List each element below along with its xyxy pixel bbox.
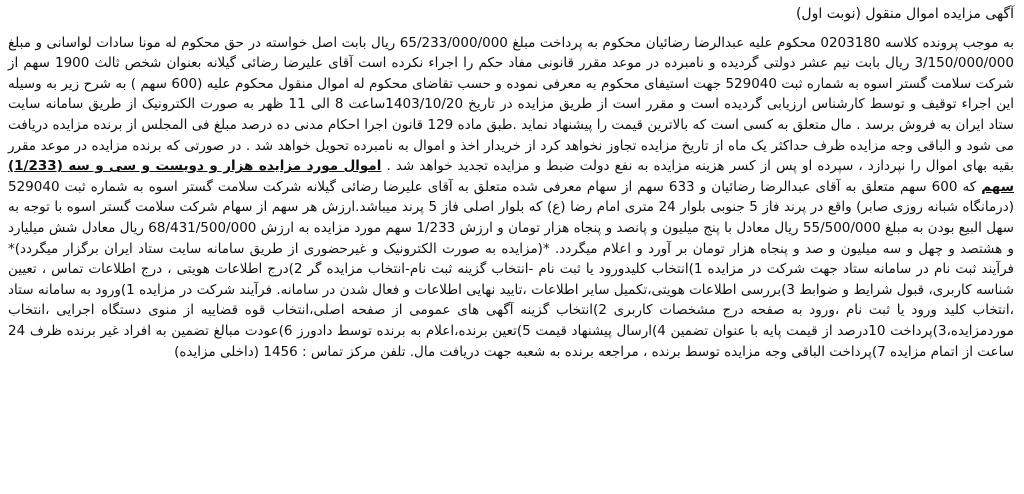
notice-bold-item: اموال مورد مزایده هزار و دویست و سی و سه (1/233) سهم bbox=[8, 158, 1014, 195]
notice-title: آگهی مزایده اموال منقول (نوبت اول) bbox=[795, 6, 1014, 22]
notice-paragraph-2: که 600 سهم متعلق به آقای عبدالرضا رضائیان و 633 سهم از سهام معرفی شده متعلق به آقای علیرضا رضائی گیلانه شرکت سلامت گستر اسوه به شماره ثبت 529040 (درمانگاه شبانه روزی صابر) واقع در پرند فاز 5 جنوبی بلوار 24 متری امام رضا (ع) که بلوار اصلی فاز 5 پرند میباشد.ارزش هر سهم از سهام شرکت سلامت گستر اسوه با توجه به سهل البیع بودن به مبلغ 55/500/000 ریال معادل با پنج میلیون و پانصد و پنجاه هزار تومان و ارزش 1/233 سهم مورد مزایده به ارزش 68/431/500/000 ریال معادل شش میلیارد و هشتصد و چهل و سه میلیون و صد و پنجاه هزار تومان بر آورد و اعلام میگردد. *(مزایده به صورت الکترونیک و غیرحضوری از طریق سامانه سایت ستاد ایران برگزار میگردد)* فرآیند ثبت نام در سامانه ستاد جهت شرکت در مزایده 1)انتخاب کلیدورود یا ثبت نام -انتخاب گزینه ثبت نام-انتخاب مزایده گر 2)درج اطلاعات هویتی ، درج اطلاعات تماس ، تعیین شناسه کاربری، قبول شرایط و ضوابط 3)بررسی اطلاعات هویتی،تکمیل سایر اطلاعات ،تایید نهایی اطلاعات و فعال شدن در سامانه. فرآیند شرکت در مزایده 1)ورود به سامانه ستاد ،انتخاب کلید ورود یا ثبت نام ،ورود به صفحه درج مشخصات کاربری 2)انتخاب گزینه آگهی های عمومی از صفحه اصلی،انتخاب قوه قضاییه از منوی دستگاه اجرایی ،انتخاب موردمزایده،3)پرداخت 10درصد از قیمت پایه با عنوان تضمین 4)ارسال پیشنهاد قیمت 5)تعین برنده،اعلام به برنده توسط دادورز 6)عودت مبالغ تضمین به افراد غیر برنده ظرف 24 ساعت از اتمام مزایده 7)پرداخت الباقی وجه مزایده توسط برنده ، مراجعه برنده به شعبه جهت دریافت مال. تلفن مرکز تماس : 1456 (داخلی مزایده) bbox=[8, 178, 1014, 360]
notice-body bbox=[8, 33, 1014, 363]
notice-paragraph-1: به موجب پرونده کلاسه 0203180 محکوم علیه عبدالرضا رضائیان محکوم به پرداخت مبلغ 65/233/000/000 ریال بابت اصل خواسته در حق محکوم له مونا سادات لواسانی و مبلغ 3/150/000/000 ریال بابت نیم عشر دولتی گردیده و نامبرده در موعد مقرر قانونی مفاد حکم را اجراء نکرده است آقای علیرضا رضائی گیلانه بعنوان شخص ثالث 1900 سهم از شرکت سلامت گستر اسوه به شماره ثبت 529040 جهت استیفای محکوم به معرفی نموده و حسب تقاضای محکوم له اموال منقول محکوم علیه (600 سهم ) به شرح زیر به وسیله این اجراء توقیف و توسط کارشناس ارزیابی گردیده است و مقرر است از طریق مزایده در تاریخ 1403/10/20ساعت 8 الی 11 ظهر به صورت الکترونیک از طریق سامانه سایت ستاد ایران به فروش برسد . مال متعلق به کسی است که بالاترین قیمت را پیشنهاد نماید .طبق ماده 129 قانون اجرا احکام مدنی ده درصد مبلغ فی المجلس از برنده مزایده دریافت می شود و الباقی وجه مزایده ظرف حداکثر یک ماه از تاریخ مزایده تجاوز نخواهد کرد از خریدار اخذ و اموال به نامبرده تحویل خواهد شد . در صورتی که برنده مزایده در موعد مقرر بقیه بهای اموال را نپردازد ، سپرده او پس از کسر هزینه مزایده به نفع دولت ضبط و مزایده تجدید خواهد شد . bbox=[8, 34, 1015, 175]
auction-notice bbox=[8, 4, 1014, 362]
